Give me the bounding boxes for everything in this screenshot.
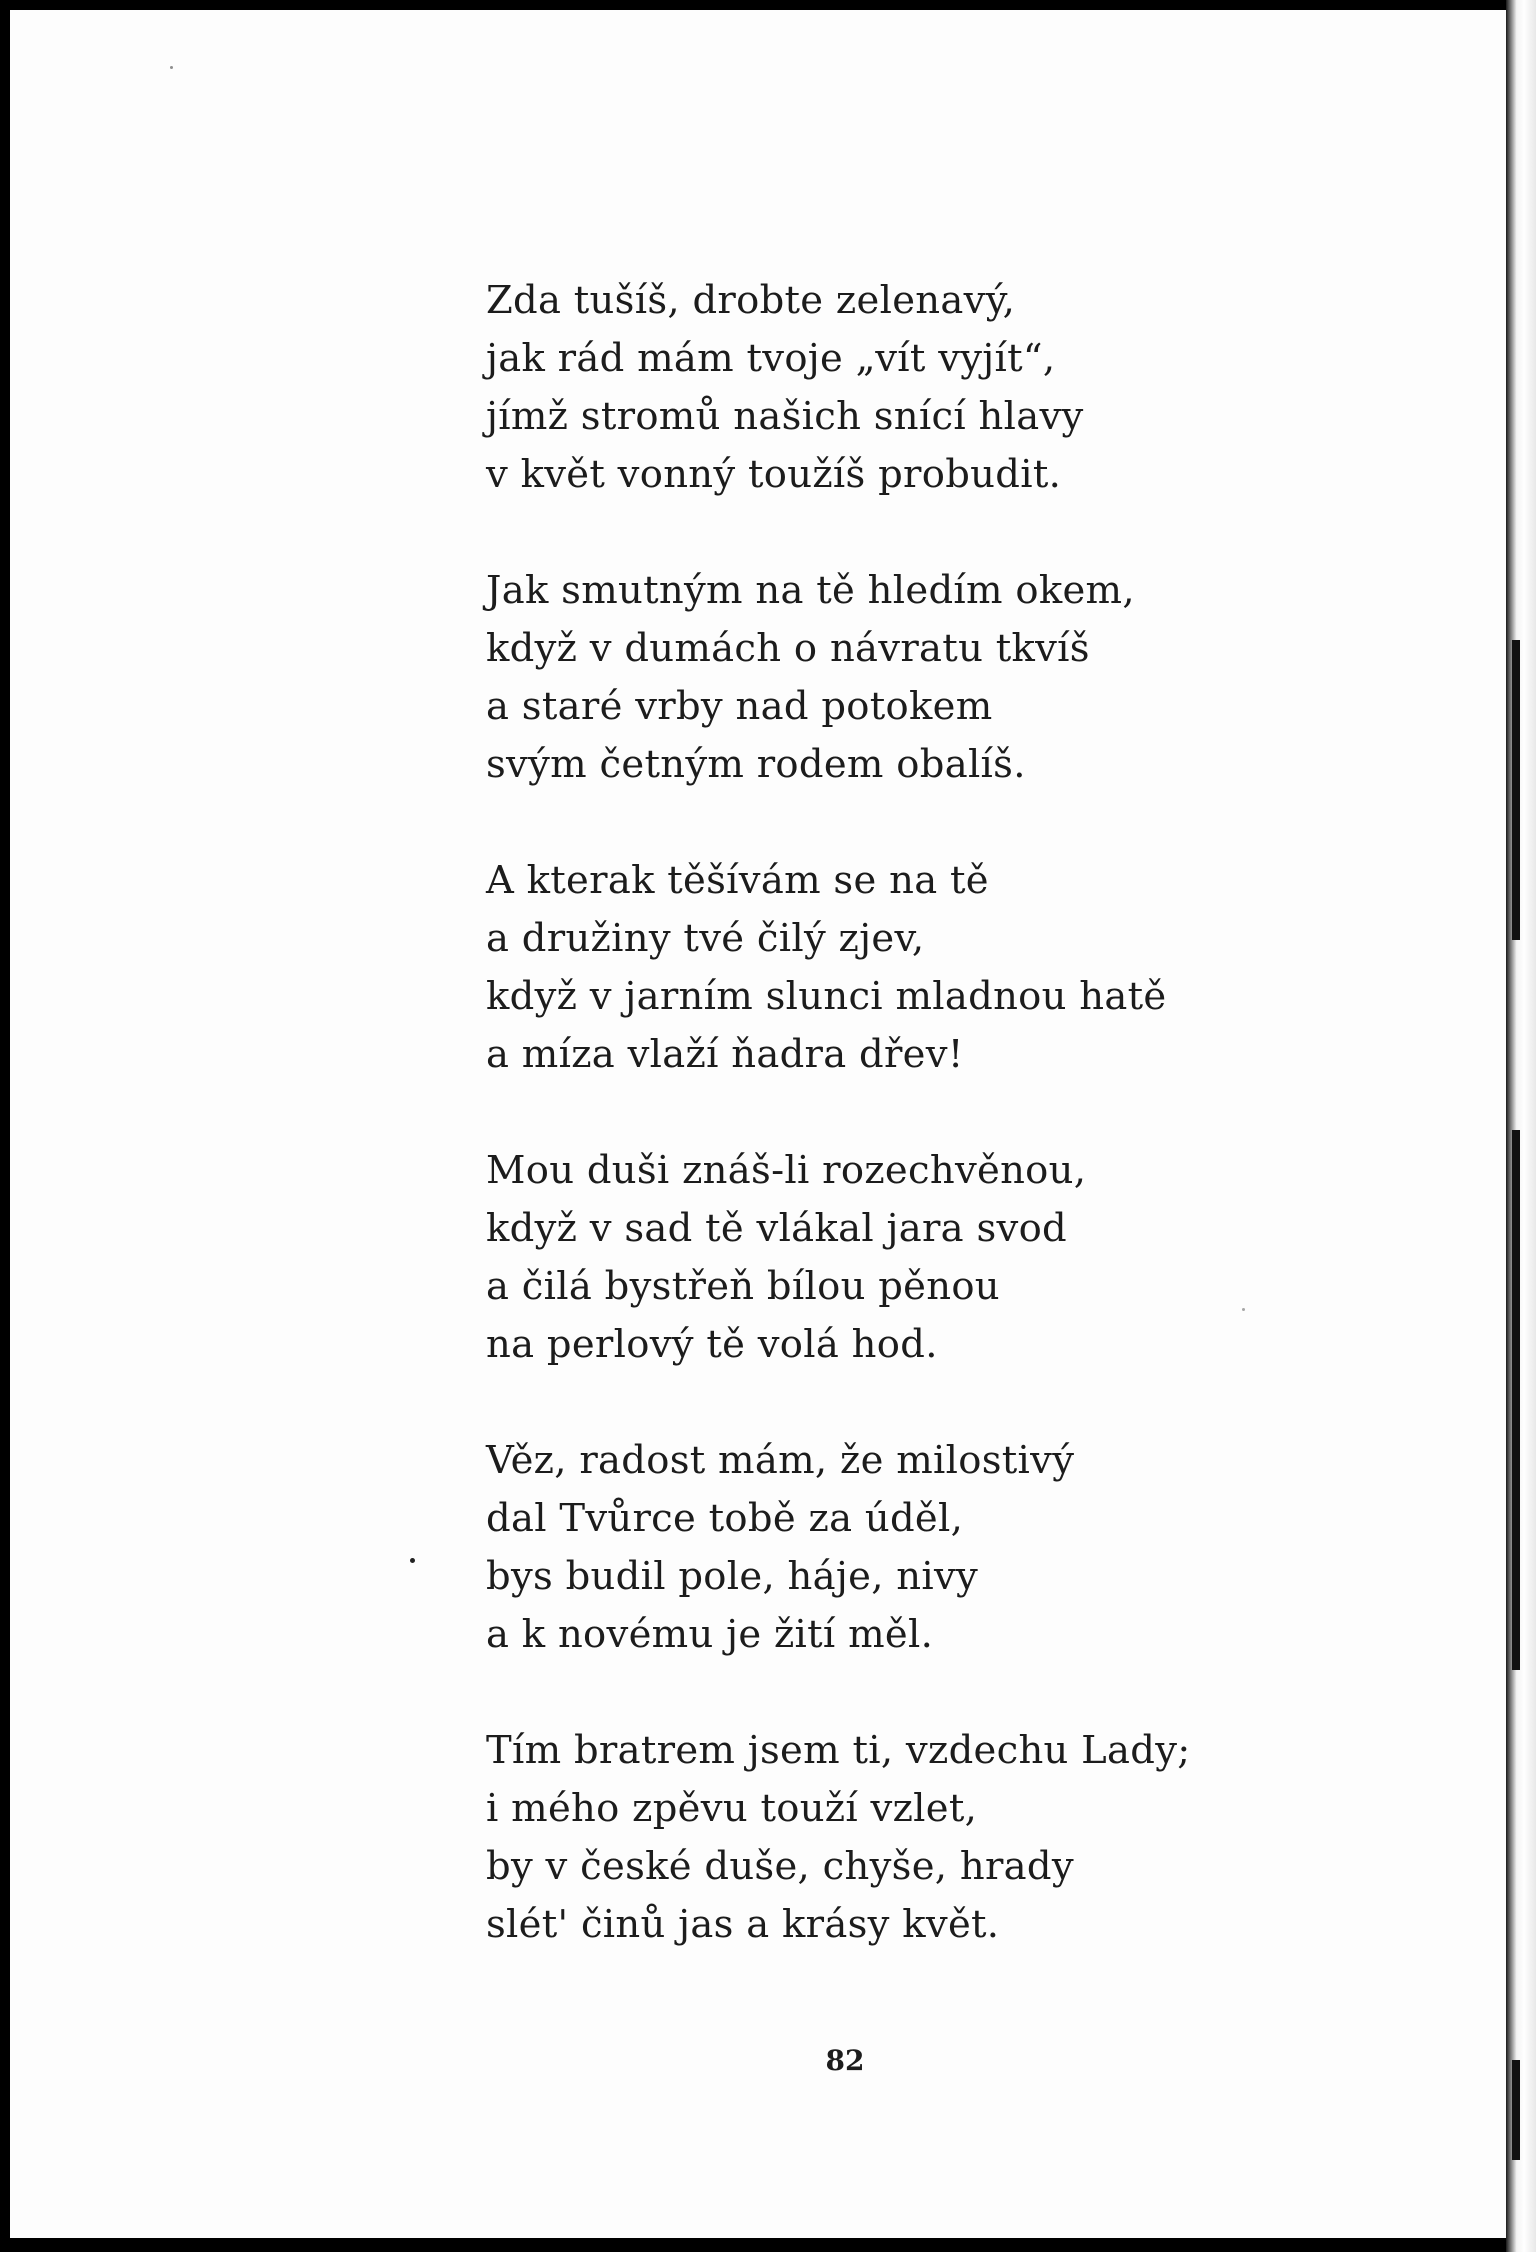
print-speck bbox=[1242, 1308, 1245, 1311]
poem-line: jak rád mám tvoje „vít vyjít“, bbox=[486, 336, 1056, 381]
stanza-1 bbox=[486, 272, 1386, 504]
book-page bbox=[10, 10, 1506, 2238]
spine-shadow bbox=[1512, 1130, 1520, 1670]
poem-line: i mého zpěvu touží vzlet, bbox=[486, 1786, 978, 1831]
spine-shadow bbox=[1512, 640, 1520, 940]
poem bbox=[486, 272, 1386, 1954]
stanza-2 bbox=[486, 562, 1386, 794]
poem-line: když v dumách o návratu tkvíš bbox=[486, 626, 1090, 671]
poem-line: jímž stromů našich snící hlavy bbox=[486, 394, 1084, 439]
page-spine-edge bbox=[1506, 0, 1536, 2252]
poem-line: a k novému je žití měl. bbox=[486, 1612, 934, 1657]
print-speck bbox=[170, 66, 173, 69]
stanza-5 bbox=[486, 1432, 1386, 1664]
poem-line: a družiny tvé čilý zjev, bbox=[486, 916, 925, 961]
poem-line: v květ vonný toužíš probudit. bbox=[486, 452, 1062, 497]
stanza-3 bbox=[486, 852, 1386, 1084]
poem-line: dal Tvůrce tobě za úděl, bbox=[486, 1496, 964, 1541]
poem-line: na perlový tě volá hod. bbox=[486, 1322, 938, 1367]
poem-line: slét' činů jas a krásy květ. bbox=[486, 1902, 1000, 1947]
poem-line: Tím bratrem jsem ti, vzdechu Lady; bbox=[486, 1728, 1191, 1773]
poem-line: bys budil pole, háje, nivy bbox=[486, 1554, 979, 1599]
page-number: 82 bbox=[825, 2044, 865, 2077]
poem-line: A kterak těšívám se na tě bbox=[486, 858, 989, 903]
poem-line: a míza vlaží ňadra dřev! bbox=[486, 1032, 964, 1077]
poem-line: když v sad tě vlákal jara svod bbox=[486, 1206, 1067, 1251]
print-speck bbox=[410, 1558, 415, 1563]
poem-line: Mou duši znáš-li rozechvěnou, bbox=[486, 1148, 1087, 1193]
poem-line: když v jarním slunci mladnou hatě bbox=[486, 974, 1167, 1019]
poem-line: svým četným rodem obalíš. bbox=[486, 742, 1026, 787]
poem-line: Zda tušíš, drobte zelenavý, bbox=[486, 278, 1016, 323]
stanza-6 bbox=[486, 1722, 1386, 1954]
poem-line: a staré vrby nad potokem bbox=[486, 684, 993, 729]
spine-shadow bbox=[1512, 2060, 1520, 2160]
stanza-4 bbox=[486, 1142, 1386, 1374]
poem-line: a čilá bystřeň bílou pěnou bbox=[486, 1264, 1000, 1309]
poem-line: Věz, radost mám, že milostivý bbox=[486, 1438, 1075, 1483]
poem-line: by v české duše, chyše, hrady bbox=[486, 1844, 1074, 1889]
poem-line: Jak smutným na tě hledím okem, bbox=[486, 568, 1135, 613]
